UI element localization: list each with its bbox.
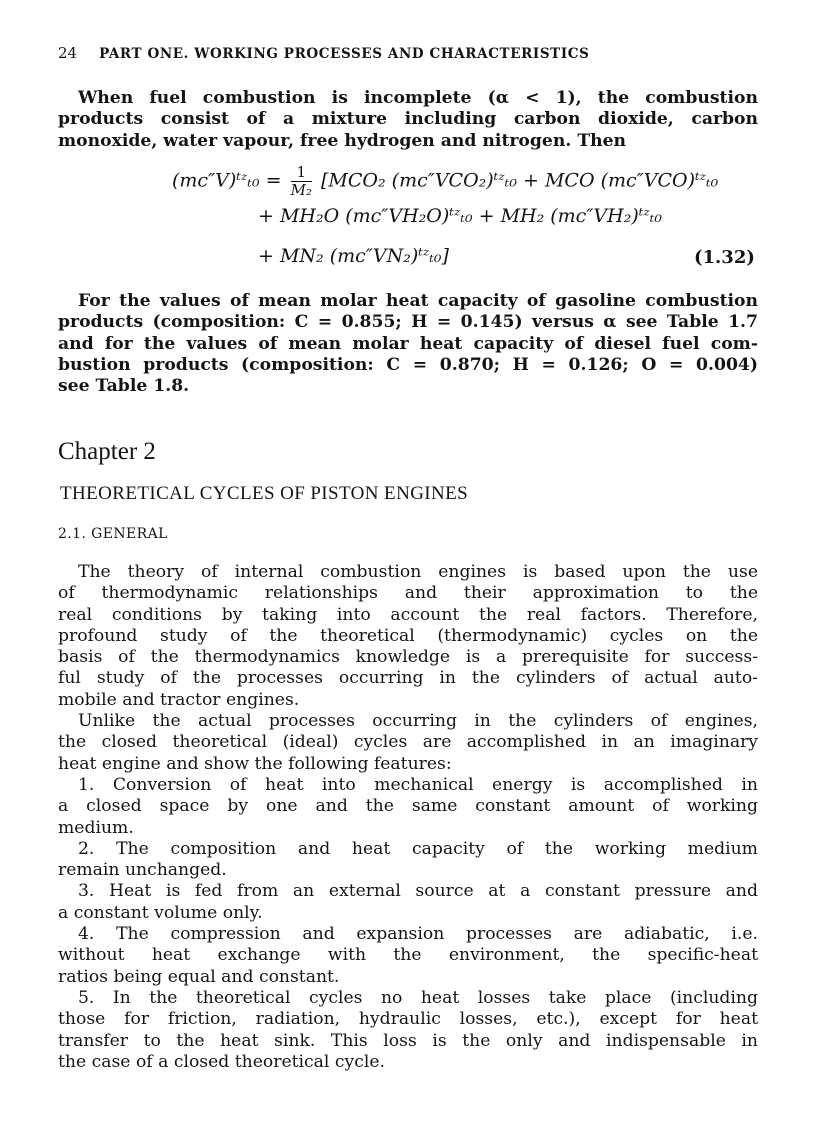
body-line: 1. Conversion of heat into mechanical energy is accomplished in (78, 774, 758, 795)
equation-line-3: + MN₂ (mc″VN₂)ᵗᶻₜ₀] (258, 245, 449, 267)
body-line: profound study of the theoretical (thermodynamic) cycles on the (58, 625, 758, 646)
running-header (58, 44, 758, 62)
equation-number: (1.32) (694, 247, 755, 268)
body-line: a closed space by one and the same constant amount of working (58, 796, 758, 817)
body-line: ful study of the processes occurring in the cylinders of actual auto- (58, 668, 758, 689)
body-line: heat engine and show the following features: (58, 753, 452, 774)
running-title: PART ONE. WORKING PROCESSES AND CHARACTERISTICS (99, 46, 590, 62)
body-line: of thermodynamic relationships and their approximation to the (58, 583, 758, 604)
body-line: the closed theoretical (ideal) cycles are accomplished in an imaginary (58, 732, 758, 753)
note-paragraph (58, 291, 758, 397)
chapter-heading: Chapter 2 (58, 438, 156, 465)
body-line: a constant volume only. (58, 902, 263, 923)
body-line: 5. In the theoretical cycles no heat losses take place (including (78, 987, 758, 1008)
body-line: without heat exchange with the environment, the specific-heat (58, 945, 758, 966)
body-line: ratios being equal and constant. (58, 966, 340, 987)
body-line: 4. The compression and expansion processes are adiabatic, i.e. (78, 924, 758, 945)
note-line: For the values of mean molar heat capacity of gasoline combustion (78, 291, 758, 311)
intro-line: products consist of a mixture including carbon dioxide, carbon (58, 109, 758, 130)
note-line: bustion products (composition: C = 0.870; H = 0.126; O = 0.004) (58, 354, 758, 375)
body-line: remain unchanged. (58, 860, 227, 881)
chapter-title: THEORETICAL CYCLES OF PISTON ENGINES (60, 483, 469, 504)
fraction-numerator: 1 (291, 164, 312, 182)
body-line: those for friction, radiation, hydraulic losses, etc.), except for heat (58, 1009, 758, 1030)
body-line: transfer to the heat sink. This loss is the only and indispensable in (58, 1030, 758, 1051)
body-line: mobile and tractor engines. (58, 689, 300, 710)
page-number: 24 (58, 44, 78, 62)
body-line: 3. Heat is fed from an external source at a constant pressure and (78, 881, 758, 902)
body-line: Unlike the actual processes occurring in the cylinders of engines, (78, 711, 758, 732)
intro-line: When fuel combustion is incomplete (α < 1), the combustion (78, 88, 758, 108)
body-line: real conditions by taking into account the real factors. Therefore, (58, 604, 758, 625)
equation-line-1 (172, 164, 718, 199)
note-line: see Table 1.8. (58, 376, 190, 397)
intro-paragraph (58, 88, 758, 152)
fraction-denominator: M₂ (290, 181, 312, 199)
body-line: medium. (58, 817, 134, 838)
equation-rhs: [MCO₂ (mc″VCO₂)ᵗᶻₜ₀ + MCO (mc″VCO)ᵗᶻₜ₀ (321, 169, 719, 192)
equation-line-2: + MH₂O (mc″VH₂O)ᵗᶻₜ₀ + MH₂ (mc″VH₂)ᵗᶻₜ₀ (258, 205, 663, 227)
note-line: products (composition: C = 0.855; H = 0.145) versus α see Table 1.7 (58, 312, 758, 333)
body-paragraphs (58, 562, 758, 1073)
body-line: 2. The composition and heat capacity of the working medium (78, 838, 758, 859)
equation-lhs: (mc″V)ᵗᶻₜ₀ = (172, 169, 282, 192)
body-line: basis of the thermodynamics knowledge is a prerequisite for success- (58, 647, 758, 668)
body-line: the case of a closed theoretical cycle. (58, 1051, 385, 1072)
section-heading: 2.1. GENERAL (58, 526, 168, 542)
body-line: The theory of internal combustion engines is based upon the use (78, 562, 758, 582)
equation-fraction (291, 164, 312, 199)
note-line: and for the values of mean molar heat capacity of diesel fuel com- (58, 333, 758, 354)
intro-line: monoxide, water vapour, free hydrogen and nitrogen. Then (58, 130, 627, 151)
